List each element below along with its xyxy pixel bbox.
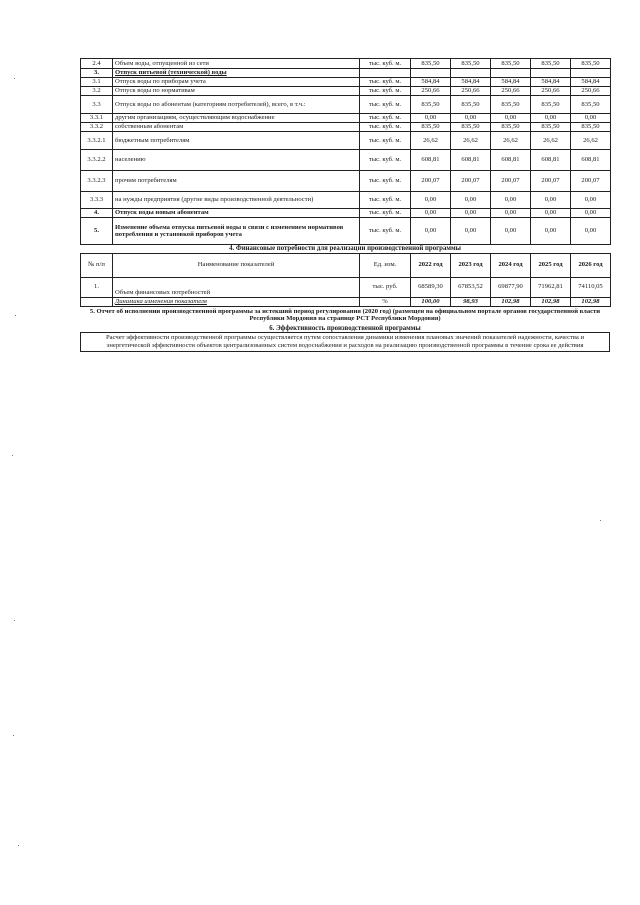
row-unit: тыс. куб. м. <box>360 59 411 69</box>
cell-value: 200,07 <box>571 171 611 192</box>
row-num: 3.3.2.2 <box>81 150 113 171</box>
cell-value: 835,50 <box>571 96 611 114</box>
cell-value: 68589,30 <box>411 277 451 297</box>
row-name: Отпуск воды новым абонентам <box>113 209 360 218</box>
row-num: 3.3.2.3 <box>81 171 113 192</box>
cell-value: 584,84 <box>411 78 451 87</box>
cell-value: 0,00 <box>531 192 571 209</box>
row-name: Динамика изменения показателя <box>113 297 360 306</box>
table-row <box>81 150 611 171</box>
cell-value: 835,50 <box>451 123 491 132</box>
col-header-year: 2026 год <box>571 253 611 277</box>
table-row <box>81 192 611 209</box>
cell-value: 0,00 <box>411 192 451 209</box>
cell-value: 608,81 <box>451 150 491 171</box>
row-num: 3.3.3 <box>81 192 113 209</box>
cell-value: 250,66 <box>451 87 491 96</box>
row-num: 4. <box>81 209 113 218</box>
row-num <box>81 297 113 306</box>
cell-value: 0,00 <box>411 114 451 123</box>
cell-value: 835,50 <box>491 96 531 114</box>
col-header-year: 2023 год <box>451 253 491 277</box>
row-name: Изменение объема отпуска питьевой воды в связи с изменением нормативов потребления и установкой приборов учета <box>113 218 360 245</box>
table-row <box>81 69 611 78</box>
table-row <box>81 114 611 123</box>
cell-value: 584,84 <box>571 78 611 87</box>
table-row <box>81 132 611 150</box>
table-header-row <box>81 253 611 277</box>
cell-value: 0,00 <box>571 218 611 245</box>
cell-value: 835,50 <box>531 96 571 114</box>
cell-value: 26,62 <box>571 132 611 150</box>
cell-value: 835,50 <box>451 96 491 114</box>
cell-value: 0,00 <box>491 192 531 209</box>
row-unit: тыс. куб. м. <box>360 132 411 150</box>
col-header-unit: Ед. изм. <box>360 253 411 277</box>
cell-value: 250,66 <box>411 87 451 96</box>
cell-value: 71962,81 <box>531 277 571 297</box>
row-unit: тыс. куб. м. <box>360 192 411 209</box>
financial-needs-table <box>80 253 611 307</box>
row-unit <box>360 69 411 78</box>
row-num: 3.3.2.1 <box>81 132 113 150</box>
row-num: 1. <box>81 277 113 297</box>
table-row <box>81 218 611 245</box>
cell-value: 0,00 <box>531 218 571 245</box>
row-unit: тыс. куб. м. <box>360 114 411 123</box>
row-num: 3.3 <box>81 96 113 114</box>
col-header-year: 2024 год <box>491 253 531 277</box>
col-header-num: № п/п <box>81 253 113 277</box>
table-row <box>81 123 611 132</box>
cell-value: 0,00 <box>491 114 531 123</box>
cell-value: 26,62 <box>491 132 531 150</box>
row-num: 3. <box>81 69 113 78</box>
cell-value: 608,81 <box>411 150 451 171</box>
row-unit: тыс. куб. м. <box>360 96 411 114</box>
document-page <box>80 58 610 352</box>
row-unit: тыс. куб. м. <box>360 218 411 245</box>
row-name: населению <box>113 150 360 171</box>
col-header-year: 2022 год <box>411 253 451 277</box>
table-row <box>81 277 611 297</box>
cell-value: 608,81 <box>531 150 571 171</box>
row-num: 3.3.2 <box>81 123 113 132</box>
cell-value: 200,07 <box>531 171 571 192</box>
table-row <box>81 59 611 69</box>
row-unit: тыс. куб. м. <box>360 87 411 96</box>
col-header-name: Наименование показателей <box>113 253 360 277</box>
cell-value: 200,07 <box>491 171 531 192</box>
row-name: Отпуск воды по абонентам (категориям потребителей), всего, в т.ч.: <box>113 96 360 114</box>
row-name: Отпуск воды по приборам учета <box>113 78 360 87</box>
row-name: на нужды предприятия (другие виды производственной деятельности) <box>113 192 360 209</box>
cell-value: 835,50 <box>531 59 571 69</box>
cell-value: 835,50 <box>411 96 451 114</box>
section4-title: 4. Финансовые потребности для реализации производственной программы <box>229 245 461 252</box>
section6-text: Расчет эффективности производственной программы осуществляется путем сопоставления динамики изменения плановых значений показателей надежности, качества и энергетической эффективности объектов централизованных систем водоснабжения и расходов на реализацию производственной программы в течение срока ее действия <box>80 332 610 352</box>
table-row <box>81 209 611 218</box>
cell-value: 835,50 <box>491 123 531 132</box>
row-name: Объем финансовых потребностей <box>113 277 360 297</box>
cell-value: 26,62 <box>531 132 571 150</box>
cell-value <box>491 69 531 78</box>
cell-value: 69877,90 <box>491 277 531 297</box>
cell-value: 250,66 <box>531 87 571 96</box>
cell-value <box>571 69 611 78</box>
cell-value: 102,98 <box>491 297 531 306</box>
section5-title: 5. Отчет об исполнении производственной программы за истекший период регулирования (2020 год) (размещен на официальном портале органов государственной власти Республики Мордовия на странице РСТ Республики Мордовия) <box>89 307 601 323</box>
row-unit: % <box>360 297 411 306</box>
row-name: собственным абонентам <box>113 123 360 132</box>
cell-value: 0,00 <box>571 192 611 209</box>
cell-value: 584,84 <box>451 78 491 87</box>
cell-value: 0,00 <box>451 209 491 218</box>
cell-value: 0,00 <box>571 209 611 218</box>
cell-value <box>451 69 491 78</box>
table-row <box>81 96 611 114</box>
cell-value: 835,50 <box>531 123 571 132</box>
cell-value: 835,50 <box>491 59 531 69</box>
row-name: Отпуск питьевой (технической) воды <box>113 69 360 78</box>
cell-value: 608,81 <box>491 150 531 171</box>
cell-value: 0,00 <box>451 114 491 123</box>
cell-value: 200,07 <box>411 171 451 192</box>
cell-value: 100,00 <box>411 297 451 306</box>
row-num: 5. <box>81 218 113 245</box>
row-unit: тыс. куб. м. <box>360 123 411 132</box>
cell-value <box>411 69 451 78</box>
row-unit: тыс. куб. м. <box>360 150 411 171</box>
table-row <box>81 171 611 192</box>
cell-value: 0,00 <box>451 218 491 245</box>
row-name: Отпуск воды по нормативам <box>113 87 360 96</box>
cell-value: 0,00 <box>531 114 571 123</box>
cell-value: 74110,05 <box>571 277 611 297</box>
table-row <box>81 87 611 96</box>
cell-value: 200,07 <box>451 171 491 192</box>
row-unit: тыс. куб. м. <box>360 171 411 192</box>
section6-title: 6. Эффективность производственной программы <box>269 324 421 332</box>
row-name: прочим потребителям <box>113 171 360 192</box>
row-unit: тыс. куб. м. <box>360 209 411 218</box>
cell-value: 26,62 <box>451 132 491 150</box>
row-unit: тыс. куб. м. <box>360 78 411 87</box>
cell-value: 26,62 <box>411 132 451 150</box>
col-header-year: 2025 год <box>531 253 571 277</box>
cell-value: 250,66 <box>491 87 531 96</box>
row-unit: тыс. руб. <box>360 277 411 297</box>
water-supply-table <box>80 58 611 245</box>
row-name: бюджетным потребителям <box>113 132 360 150</box>
row-name: Объем воды, отпущенной из сети <box>113 59 360 69</box>
cell-value: 0,00 <box>491 218 531 245</box>
row-num: 3.1 <box>81 78 113 87</box>
cell-value: 835,50 <box>411 123 451 132</box>
cell-value: 835,50 <box>451 59 491 69</box>
cell-value <box>531 69 571 78</box>
cell-value: 584,84 <box>491 78 531 87</box>
cell-value: 835,50 <box>571 123 611 132</box>
cell-value: 608,81 <box>571 150 611 171</box>
cell-value: 102,98 <box>531 297 571 306</box>
cell-value: 0,00 <box>451 192 491 209</box>
table-row <box>81 297 611 306</box>
cell-value: 98,93 <box>451 297 491 306</box>
cell-value: 584,84 <box>531 78 571 87</box>
cell-value: 250,66 <box>571 87 611 96</box>
row-num: 2.4 <box>81 59 113 69</box>
table-row <box>81 78 611 87</box>
cell-value: 835,50 <box>571 59 611 69</box>
cell-value: 67853,52 <box>451 277 491 297</box>
cell-value: 0,00 <box>491 209 531 218</box>
cell-value: 102,98 <box>571 297 611 306</box>
cell-value: 0,00 <box>531 209 571 218</box>
cell-value: 0,00 <box>411 218 451 245</box>
row-name: другим организациям, осуществляющим водоснабжение <box>113 114 360 123</box>
cell-value: 0,00 <box>411 209 451 218</box>
row-num: 3.3.1 <box>81 114 113 123</box>
row-num: 3.2 <box>81 87 113 96</box>
cell-value: 835,50 <box>411 59 451 69</box>
cell-value: 0,00 <box>571 114 611 123</box>
